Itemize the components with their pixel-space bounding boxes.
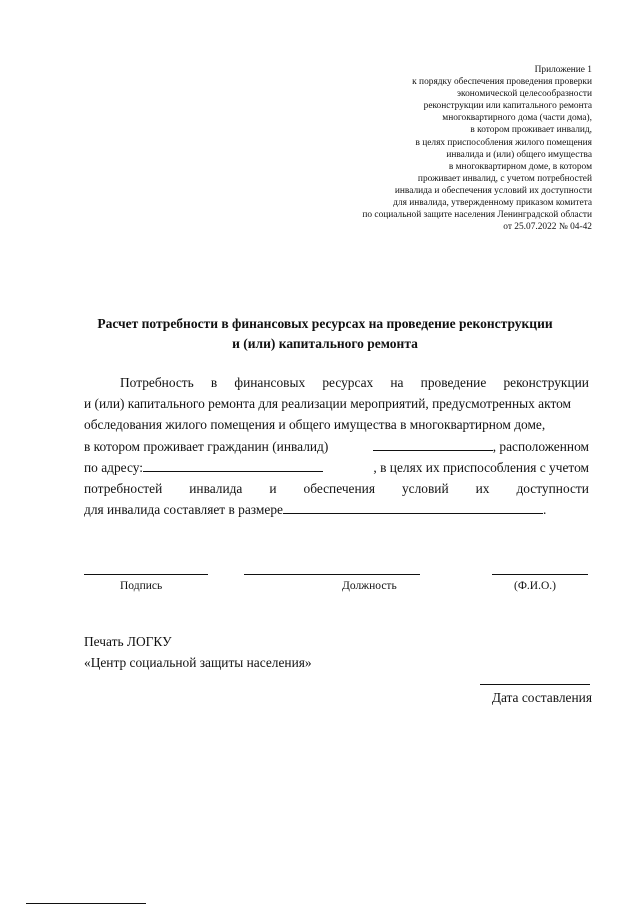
appendix-line: реконструкции или капитального ремонта — [423, 101, 592, 112]
body-text-fragment: по адресу: — [84, 459, 143, 475]
appendix-line: проживает инвалид, с учетом потребностей — [417, 173, 592, 184]
title-line-2: и (или) капитального ремонта — [232, 336, 418, 351]
word: инвалида — [189, 481, 243, 497]
appendix-line: для инвалида, утвержденному приказом комитета — [393, 198, 592, 209]
stamp-line-1: Печать ЛОГКУ — [84, 634, 172, 649]
word: реконструкции — [503, 375, 589, 390]
position-line[interactable] — [244, 574, 420, 575]
appendix-line: в котором проживает инвалид, — [470, 125, 592, 136]
word: и — [269, 481, 277, 497]
body-line-4 — [84, 436, 589, 457]
appendix-line: по социальной защите населения Ленинградской области — [362, 210, 592, 221]
word: Потребность — [120, 375, 194, 390]
body-line-2 — [84, 393, 589, 414]
body-text-fragment: , в целях их приспособления с учетом — [373, 459, 589, 475]
body-text-fragment: для инвалида составляет в размере — [84, 502, 283, 518]
date-line[interactable] — [480, 684, 590, 685]
position-label: Должность — [342, 580, 397, 592]
appendix-line: инвалида и обеспечения условий их доступности — [394, 185, 592, 196]
word: доступности — [516, 481, 589, 497]
signature-label: Подпись — [120, 580, 163, 592]
date-label: Дата составления — [491, 690, 592, 705]
word: финансовых — [234, 375, 306, 390]
signature-line[interactable] — [84, 574, 208, 575]
body-line-7 — [84, 499, 589, 520]
word: на — [390, 375, 404, 390]
body-line-5 — [84, 457, 589, 478]
body-line-6 — [84, 478, 589, 499]
amount-field[interactable] — [283, 499, 543, 514]
appendix-line: Приложение 1 — [534, 65, 592, 75]
appendix-line: инвалида и (или) общего имущества — [446, 149, 592, 160]
body-text-line: обследования жилого помещения и общего имущества в многоквартирном доме, — [84, 417, 546, 433]
stamp-line-2: «Центр социальной защиты населения» — [84, 655, 312, 670]
body-line-1 — [84, 372, 589, 393]
word: их — [475, 481, 490, 497]
body-text-fragment: , расположенном — [492, 438, 589, 454]
appendix-line: к порядку обеспечения проведения проверки — [412, 77, 592, 88]
appendix-line: в многоквартирном доме, в котором — [448, 161, 592, 172]
document-title — [80, 314, 570, 354]
word: условий — [401, 481, 449, 497]
address-field[interactable] — [143, 457, 323, 472]
appendix-line: в целях приспособления жилого помещения — [415, 137, 592, 148]
body-text-fragment: . — [542, 502, 547, 518]
body-line-3 — [84, 414, 589, 435]
word: потребностей — [84, 481, 163, 497]
appendix-line: от 25.07.2022 № 04-42 — [503, 222, 592, 233]
body-text-fragment: в котором проживает гражданин (инвалид) — [84, 438, 329, 454]
word: проведение — [420, 375, 487, 390]
body-paragraph — [84, 372, 589, 520]
appendix-header — [262, 64, 592, 233]
citizen-name-field[interactable] — [373, 436, 589, 457]
word: в — [210, 375, 218, 390]
word: ресурсах — [322, 375, 374, 390]
word: обеспечения — [303, 481, 375, 497]
appendix-line: многоквартирного дома (части дома), — [442, 113, 592, 124]
name-label: (Ф.И.О.) — [514, 580, 556, 592]
title-line-1: Расчет потребности в финансовых ресурсах на проведение реконструкции — [97, 316, 553, 331]
stamp-block — [84, 631, 312, 673]
appendix-line: экономической целесообразности — [457, 89, 592, 100]
address-field-group — [84, 457, 323, 478]
name-line[interactable] — [492, 574, 588, 575]
body-text-line: и (или) капитального ремонта для реализации мероприятий, предусмотренных актом — [84, 396, 572, 412]
footnote-separator — [26, 903, 146, 904]
